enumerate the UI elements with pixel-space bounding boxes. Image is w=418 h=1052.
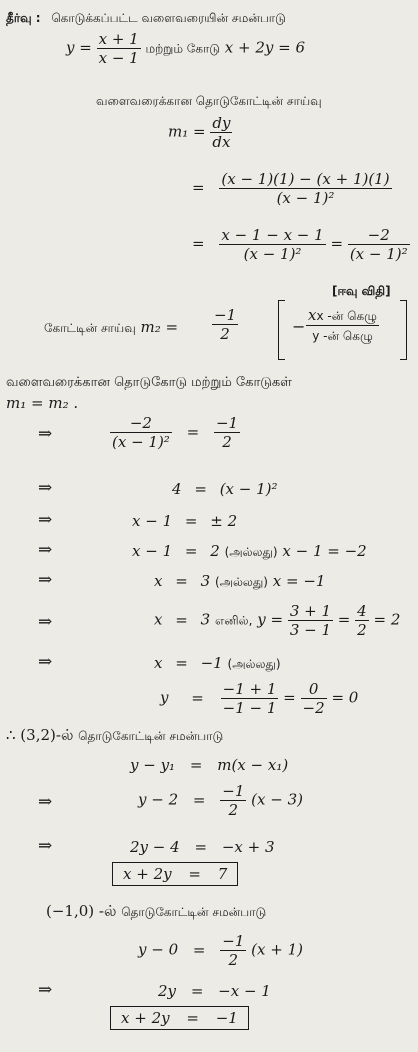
r4-eq: = [184, 542, 198, 560]
m2-num: −1 [214, 306, 237, 324]
t1e3-lhs: 2y − 4 [130, 838, 180, 856]
r5-or: (அல்லது) [214, 575, 268, 589]
r8-den2: −2 [302, 699, 325, 717]
t1e2-lhs: y − 2 [138, 790, 179, 809]
step2-num1: x − 1 − x − 1 [221, 226, 324, 244]
r5-eq: = [175, 572, 188, 590]
tangent1-heading-text: தொடுகோட்டின் சமன்பாடு [78, 729, 224, 743]
r5-rhs: 3 [200, 572, 211, 590]
tangent1-eq-2 [138, 782, 303, 819]
m1-lhs: m₁ = [168, 122, 206, 141]
solve-row-8 [160, 680, 358, 717]
curve-lhs: y = [66, 38, 92, 57]
r7-lhs: x [154, 654, 163, 672]
tangent1-eq-3 [130, 838, 275, 856]
m2-label: கோட்டின் சாய்வு [44, 321, 136, 335]
t1e3-eq: = [194, 838, 208, 856]
r8-frac2 [301, 680, 327, 717]
implies-arrow: ⇒ [38, 570, 53, 590]
m1-num: dy [212, 114, 231, 132]
r1-den: (x − 1)² [112, 433, 170, 451]
left-bracket [278, 300, 285, 360]
m2-bracket-frac [306, 306, 379, 345]
r7-eq: = [175, 654, 188, 672]
t1e2-rhs: (x − 3) [251, 790, 303, 809]
m1-den: dx [210, 132, 232, 151]
t2e1-num: −1 [222, 932, 245, 950]
r3-eq: = [184, 512, 198, 530]
tangent2-eq-2 [158, 982, 271, 1000]
r2-rhs: (x − 1)² [219, 480, 278, 498]
step2-den1: (x − 1)² [219, 244, 325, 263]
r5-lhs: x [154, 572, 163, 590]
step1-den: (x − 1)² [219, 188, 391, 207]
implies-arrow: ⇒ [38, 836, 53, 856]
solution-label: தீர்வு : [6, 11, 41, 25]
curve-den: x − 1 [98, 49, 139, 67]
implies-arrow: ⇒ [38, 510, 53, 530]
t1e4-lhs: x + 2y [123, 865, 172, 883]
r4-rhs2: x − 1 = −2 [282, 542, 367, 560]
r4-or: (அல்லது) [224, 545, 278, 559]
tangent2-heading-text: தொடுகோட்டின் சமன்பாடு [121, 905, 267, 919]
tangent2-final-equation [110, 1006, 249, 1030]
t1e2-num: −1 [222, 782, 245, 800]
t2e3-eq: = [186, 1009, 199, 1027]
t2e1-eq: = [192, 940, 206, 959]
r8-num2: 0 [308, 680, 319, 698]
t1e1-lhs: y − y₁ [130, 756, 176, 774]
t1e1-eq: = [189, 756, 203, 774]
solve-row-5 [154, 572, 325, 591]
r6-lhs: x [154, 610, 163, 629]
slope-heading: வளைவரைக்கான தொடுகோட்டின் சாய்வு [96, 94, 322, 108]
tangent2-eq-1 [138, 932, 303, 969]
right-bracket [400, 300, 407, 360]
r3-rhs: ± 2 [210, 512, 238, 530]
t1e2-eq: = [192, 790, 206, 809]
r6-then: எனில், [214, 613, 253, 628]
t2e1-rhs: (x + 1) [251, 940, 303, 959]
tangent2-heading [46, 902, 266, 921]
solve-row-2 [172, 480, 278, 498]
t2e3-rhs: −1 [215, 1009, 238, 1027]
quotient-rule-tag: [ஈவு விதி] [332, 284, 391, 298]
t1e1-rhs: m(x − x₁) [217, 756, 289, 774]
implies-arrow: ⇒ [38, 540, 53, 560]
step2-eq2: = [330, 234, 344, 253]
r7-or: (அல்லது) [227, 657, 281, 671]
r1-right [214, 414, 240, 451]
r6-y: y = [257, 610, 284, 629]
curve-fraction [97, 30, 141, 67]
r4-rhs: 2 [210, 542, 220, 560]
r2-eq: = [194, 480, 207, 498]
curve-num: x + 1 [98, 30, 139, 48]
step1-eq: = [192, 178, 205, 197]
solve-row-3 [132, 512, 237, 530]
r8-lhs: y [160, 688, 169, 707]
t2e2-rhs: −x − 1 [218, 982, 271, 1000]
step1-num: (x − 1)(1) − (x + 1)(1) [221, 170, 390, 188]
r8-den1: −1 − 1 [222, 699, 277, 717]
m2-definition [44, 318, 178, 337]
r1-rnum: −1 [215, 414, 239, 432]
t1e4-rhs: 7 [217, 865, 228, 883]
r2-lhs: 4 [172, 480, 182, 498]
solve-row-1 [110, 414, 240, 451]
r8-num1: −1 + 1 [222, 680, 277, 698]
t2e2-lhs: 2y [158, 982, 177, 1000]
step2-fraction-1 [219, 226, 325, 263]
t1e2-frac [220, 782, 246, 819]
m1-fraction [210, 114, 232, 151]
implies-arrow: ⇒ [38, 612, 53, 632]
m2-bden: y -ன் கெழு [312, 329, 373, 343]
step2-eq: = [192, 234, 205, 253]
t2e3-lhs: x + 2y [121, 1009, 170, 1027]
t1e3-rhs: −x + 3 [221, 838, 275, 856]
implies-arrow: ⇒ [38, 792, 53, 812]
condition-equality: m₁ = m₂ . [6, 394, 79, 412]
r5-rhs2: x = −1 [272, 572, 326, 590]
r6-num1: 3 + 1 [289, 602, 332, 620]
implies-arrow: ⇒ [38, 980, 53, 1000]
r6-eq: = [175, 610, 188, 629]
m2-fraction [212, 306, 238, 343]
r6-den2: 2 [357, 621, 367, 639]
tangent1-eq-1 [130, 756, 288, 774]
m2-bracket-fraction [306, 306, 379, 345]
step2-den2: (x − 1)² [349, 245, 408, 263]
m2-bracket-sign: − [292, 317, 306, 336]
r6-den1: 3 − 1 [289, 621, 332, 639]
step1-fraction [219, 170, 391, 207]
solve-row-7 [154, 654, 281, 673]
t2e2-eq: = [190, 982, 204, 1000]
header-text: கொடுக்கப்பட்ட வளைவரையின் சமன்பாடு [51, 11, 286, 25]
r1-rden: 2 [214, 432, 240, 451]
solve-row-6 [154, 602, 400, 639]
r3-lhs: x − 1 [132, 512, 173, 530]
implies-arrow: ⇒ [38, 478, 53, 498]
r1-num: −2 [129, 414, 152, 432]
t2e1-den: 2 [220, 950, 246, 969]
m2-bden-wrap [306, 325, 379, 345]
r6-num2: 4 [357, 602, 367, 620]
curve-equation [66, 30, 305, 67]
r6-res: = 2 [373, 610, 401, 629]
r8-res: = 0 [331, 688, 359, 707]
m2-sym: m₂ = [140, 318, 179, 336]
m2-frac [212, 306, 238, 343]
implies-arrow: ⇒ [38, 652, 53, 672]
r6-frac2 [355, 602, 369, 639]
step2-fraction-2 [348, 226, 410, 263]
m2-bnum: x -ன் கெழு [316, 309, 378, 323]
derivative-step-2 [192, 226, 410, 263]
implies-arrow: ⇒ [38, 424, 53, 444]
r8-frac1 [221, 680, 279, 717]
m2-bnum-wrap: xx -ன் கெழு [308, 306, 378, 324]
t2e1-frac [220, 932, 246, 969]
t1e2-den: 2 [220, 800, 246, 819]
t1e4-eq: = [188, 865, 201, 883]
r6-eq2: = [337, 610, 351, 629]
r8-eq: = [191, 688, 204, 707]
solve-row-4 [132, 542, 367, 561]
derivative-step-1 [192, 170, 392, 207]
tangent1-heading [6, 726, 223, 745]
r6-rhs: 3 [200, 610, 211, 629]
r6-frac1 [288, 602, 333, 639]
line-equation: x + 2y = 6 [224, 38, 306, 57]
r4-lhs: x − 1 [132, 542, 173, 560]
r7-rhs: −1 [200, 654, 223, 672]
t2e1-lhs: y − 0 [138, 940, 179, 959]
step2-num2: −2 [367, 226, 390, 244]
solution-header [6, 8, 286, 27]
curve-and: மற்றும் கோடு [145, 41, 220, 56]
r1-left [110, 414, 172, 451]
condition-text: வளைவரைக்கான தொடுகோடு மற்றும் கோடுகள் [6, 375, 292, 390]
m1-definition [168, 114, 232, 151]
tangent1-point: ∴ (3,2)-ல் [6, 726, 74, 744]
r8-eq2: = [283, 688, 296, 707]
m2-den: 2 [212, 324, 238, 343]
tangent2-point: (−1,0) -ல் [46, 902, 117, 920]
tangent1-final-equation [112, 862, 238, 886]
r1-eq: = [186, 422, 200, 441]
